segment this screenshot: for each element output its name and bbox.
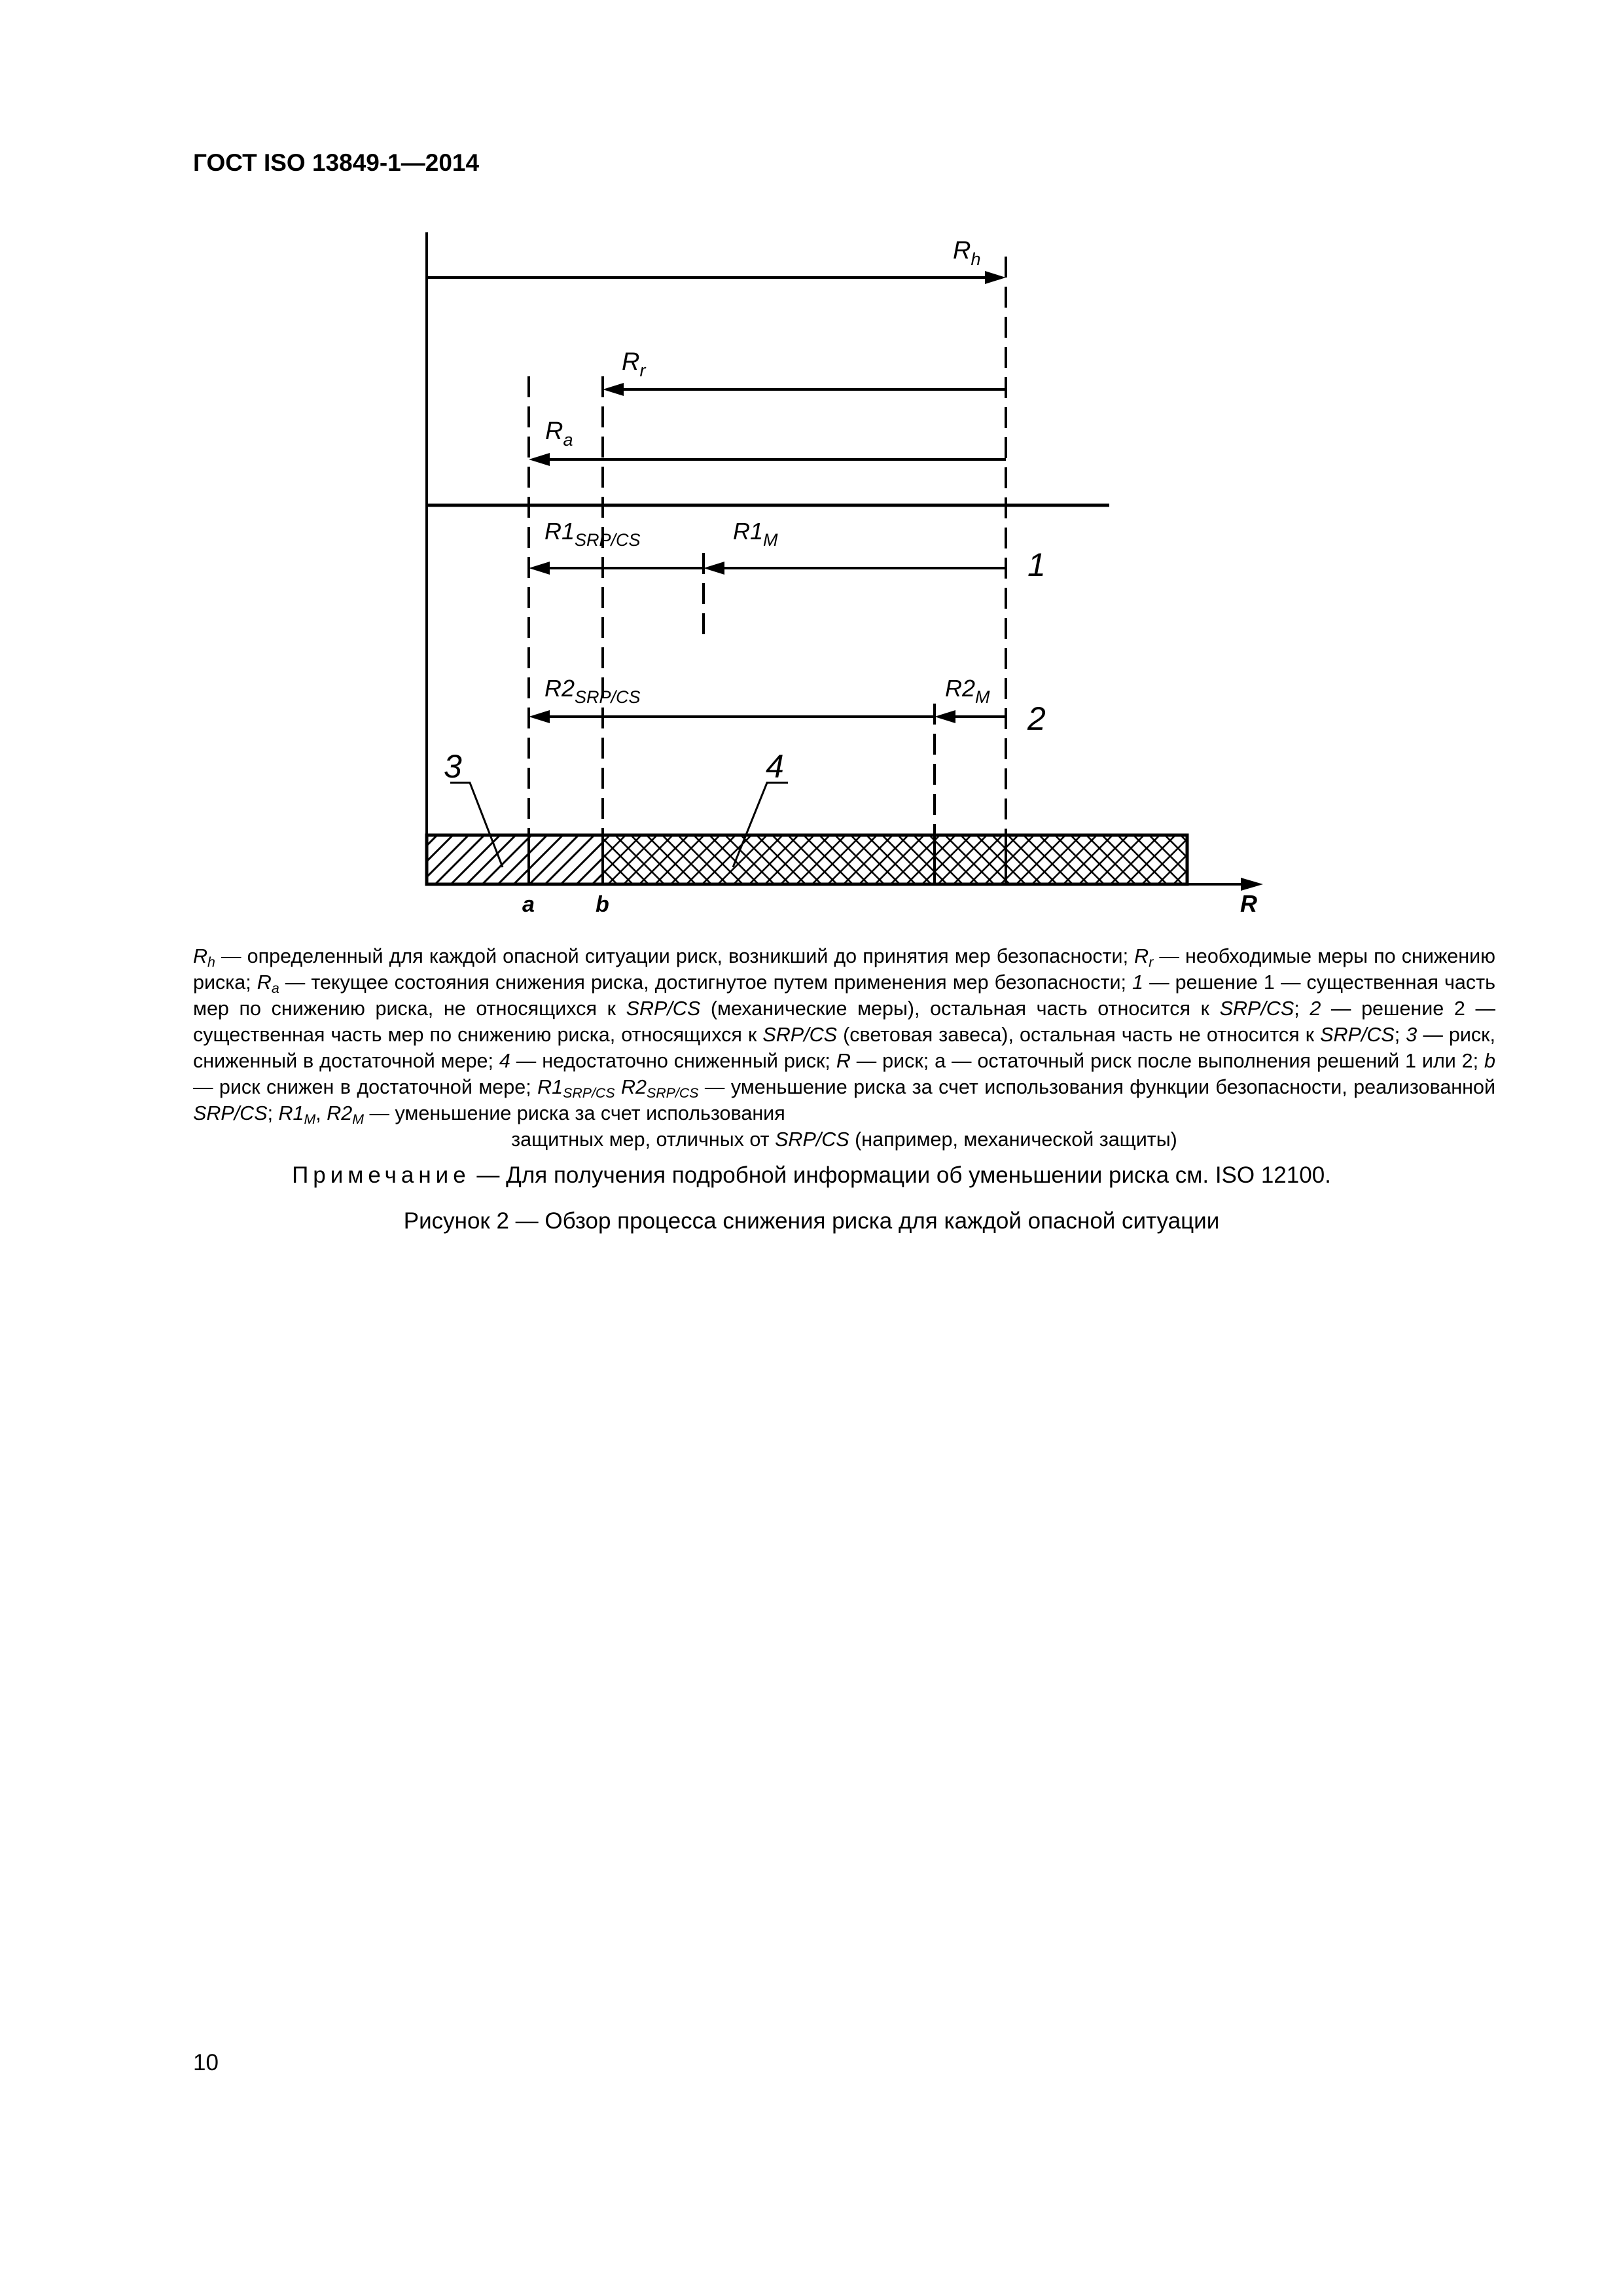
label-r1srp: $R1_{SRP/CS}$	[544, 518, 641, 550]
tick-label-b: b	[596, 892, 609, 917]
tick-label-a: a	[522, 892, 535, 917]
label-r1m: $R1_M$	[733, 518, 778, 550]
label-rh: $R_h$	[953, 237, 981, 269]
r1srp-arrowhead	[529, 562, 550, 575]
note-text: — Для получения подробной информации об уменьшении риска см. ISO 12100.	[470, 1162, 1331, 1188]
label-rr: $R_r$	[622, 348, 646, 380]
ra-arrowhead	[529, 453, 550, 466]
label-r2m: $R2_M$	[945, 675, 990, 707]
zone-3-hatched	[427, 835, 603, 884]
zone-4-crosshatched	[603, 835, 1187, 884]
figure-legend: $R_h$ — определенный для каждой опасной ситуации риск, возникший до принятия мер безопасности; $R_r$ — необходимые меры по снижению риска; $R_a$ — текущее состояния снижения риска, достигнутое путем применения мер безопасности; 1 — решение 1 — существенная часть мер по снижению риска, не относящихся к SRP/CS (механические меры), остальная часть относится к SRP/CS; 2 — решение 2 — существенная часть мер по снижению риска, относящихся к SRP/CS (световая завеса), остальная часть не относится к SRP/CS; 3 — риск, сниженный в достаточной мере; 4 — недостаточно сниженный риск; R — риск; а — остаточный риск после выполнения решений 1 или 2; b — риск снижен в достаточной мере; $R1_{SRP/CS}$ $R2_{SRP/CS}$ — уменьшение риска за счет использования функции безопасности, реализованной SRP/CS; $R1_M$, $R2_M$ — уменьшение риска за счет использования защитных мер, отличных от SRP/CS (например, механической защиты)	[193, 943, 1495, 1153]
r2srp-arrowhead	[529, 710, 550, 723]
note	[0, 1162, 1623, 1189]
label-zone-4: 4	[766, 748, 784, 785]
document-header: ГОСТ ISO 13849-1—2014	[193, 149, 480, 176]
rh-arrowhead	[985, 271, 1006, 284]
figure-caption: Рисунок 2 — Обзор процесса снижения риска для каждой опасной ситуации	[403, 1208, 1220, 1234]
rr-arrowhead	[603, 383, 624, 396]
axis-label-r: R	[1240, 890, 1257, 917]
label-r2srp: $R2_{SRP/CS}$	[544, 675, 641, 707]
risk-reduction-diagram	[0, 0, 1623, 982]
page-number: 10	[193, 2050, 219, 2075]
r2m-arrowhead	[935, 710, 955, 723]
label-solution-2: 2	[1027, 700, 1046, 737]
label-zone-3: 3	[444, 748, 462, 785]
note-label: Примечание	[292, 1162, 471, 1188]
legend-last-line: защитных мер, отличных от SRP/CS (например, механической защиты)	[511, 1128, 1177, 1151]
r1m-arrowhead	[704, 562, 724, 575]
label-ra: $R_a$	[545, 418, 573, 450]
label-solution-1: 1	[1027, 547, 1046, 583]
risk-axis-arrow	[1241, 878, 1263, 891]
